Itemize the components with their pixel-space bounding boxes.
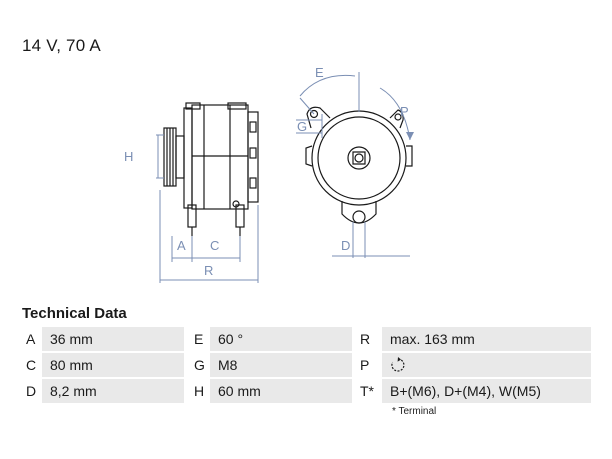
dim-label-g: G bbox=[297, 119, 308, 134]
spec-key: E bbox=[188, 327, 210, 351]
spec-value: 36 mm bbox=[42, 327, 188, 351]
technical-data-table bbox=[20, 327, 592, 405]
spec-value: 60 ° bbox=[210, 327, 356, 351]
clockwise-rotation-icon bbox=[390, 357, 406, 373]
spec-value: B+(M6), D+(M4), W(M5) bbox=[382, 379, 591, 403]
dim-label-a: A bbox=[177, 238, 186, 253]
spec-value: 60 mm bbox=[210, 379, 356, 403]
spec-value: M8 bbox=[210, 353, 356, 377]
dim-label-r: R bbox=[204, 263, 214, 278]
dim-label-e: E bbox=[315, 65, 324, 80]
terminal-footnote: * Terminal bbox=[392, 406, 437, 417]
dim-label-p: P bbox=[400, 104, 409, 119]
technical-data-heading: Technical Data bbox=[22, 305, 127, 322]
alternator-side-view bbox=[164, 103, 258, 236]
dim-label-d: D bbox=[341, 238, 351, 253]
spec-key: P bbox=[356, 353, 382, 377]
spec-key: T* bbox=[356, 379, 382, 403]
front-dimensions bbox=[296, 72, 414, 258]
spec-key: R bbox=[356, 327, 382, 351]
dim-label-h: H bbox=[124, 149, 134, 164]
table-row bbox=[20, 379, 592, 405]
table-row bbox=[20, 327, 592, 353]
spec-value: max. 163 mm bbox=[382, 327, 591, 351]
table-row bbox=[20, 353, 592, 379]
product-title: 14 V, 70 A bbox=[22, 36, 101, 55]
spec-key: C bbox=[20, 353, 42, 377]
spec-key: D bbox=[20, 379, 42, 403]
dim-label-c: C bbox=[210, 238, 220, 253]
spec-key: H bbox=[188, 379, 210, 403]
spec-key: G bbox=[188, 353, 210, 377]
spec-value: 80 mm bbox=[42, 353, 188, 377]
spec-value: 8,2 mm bbox=[42, 379, 188, 403]
spec-key: A bbox=[20, 327, 42, 351]
spec-value-rotation bbox=[382, 353, 591, 377]
